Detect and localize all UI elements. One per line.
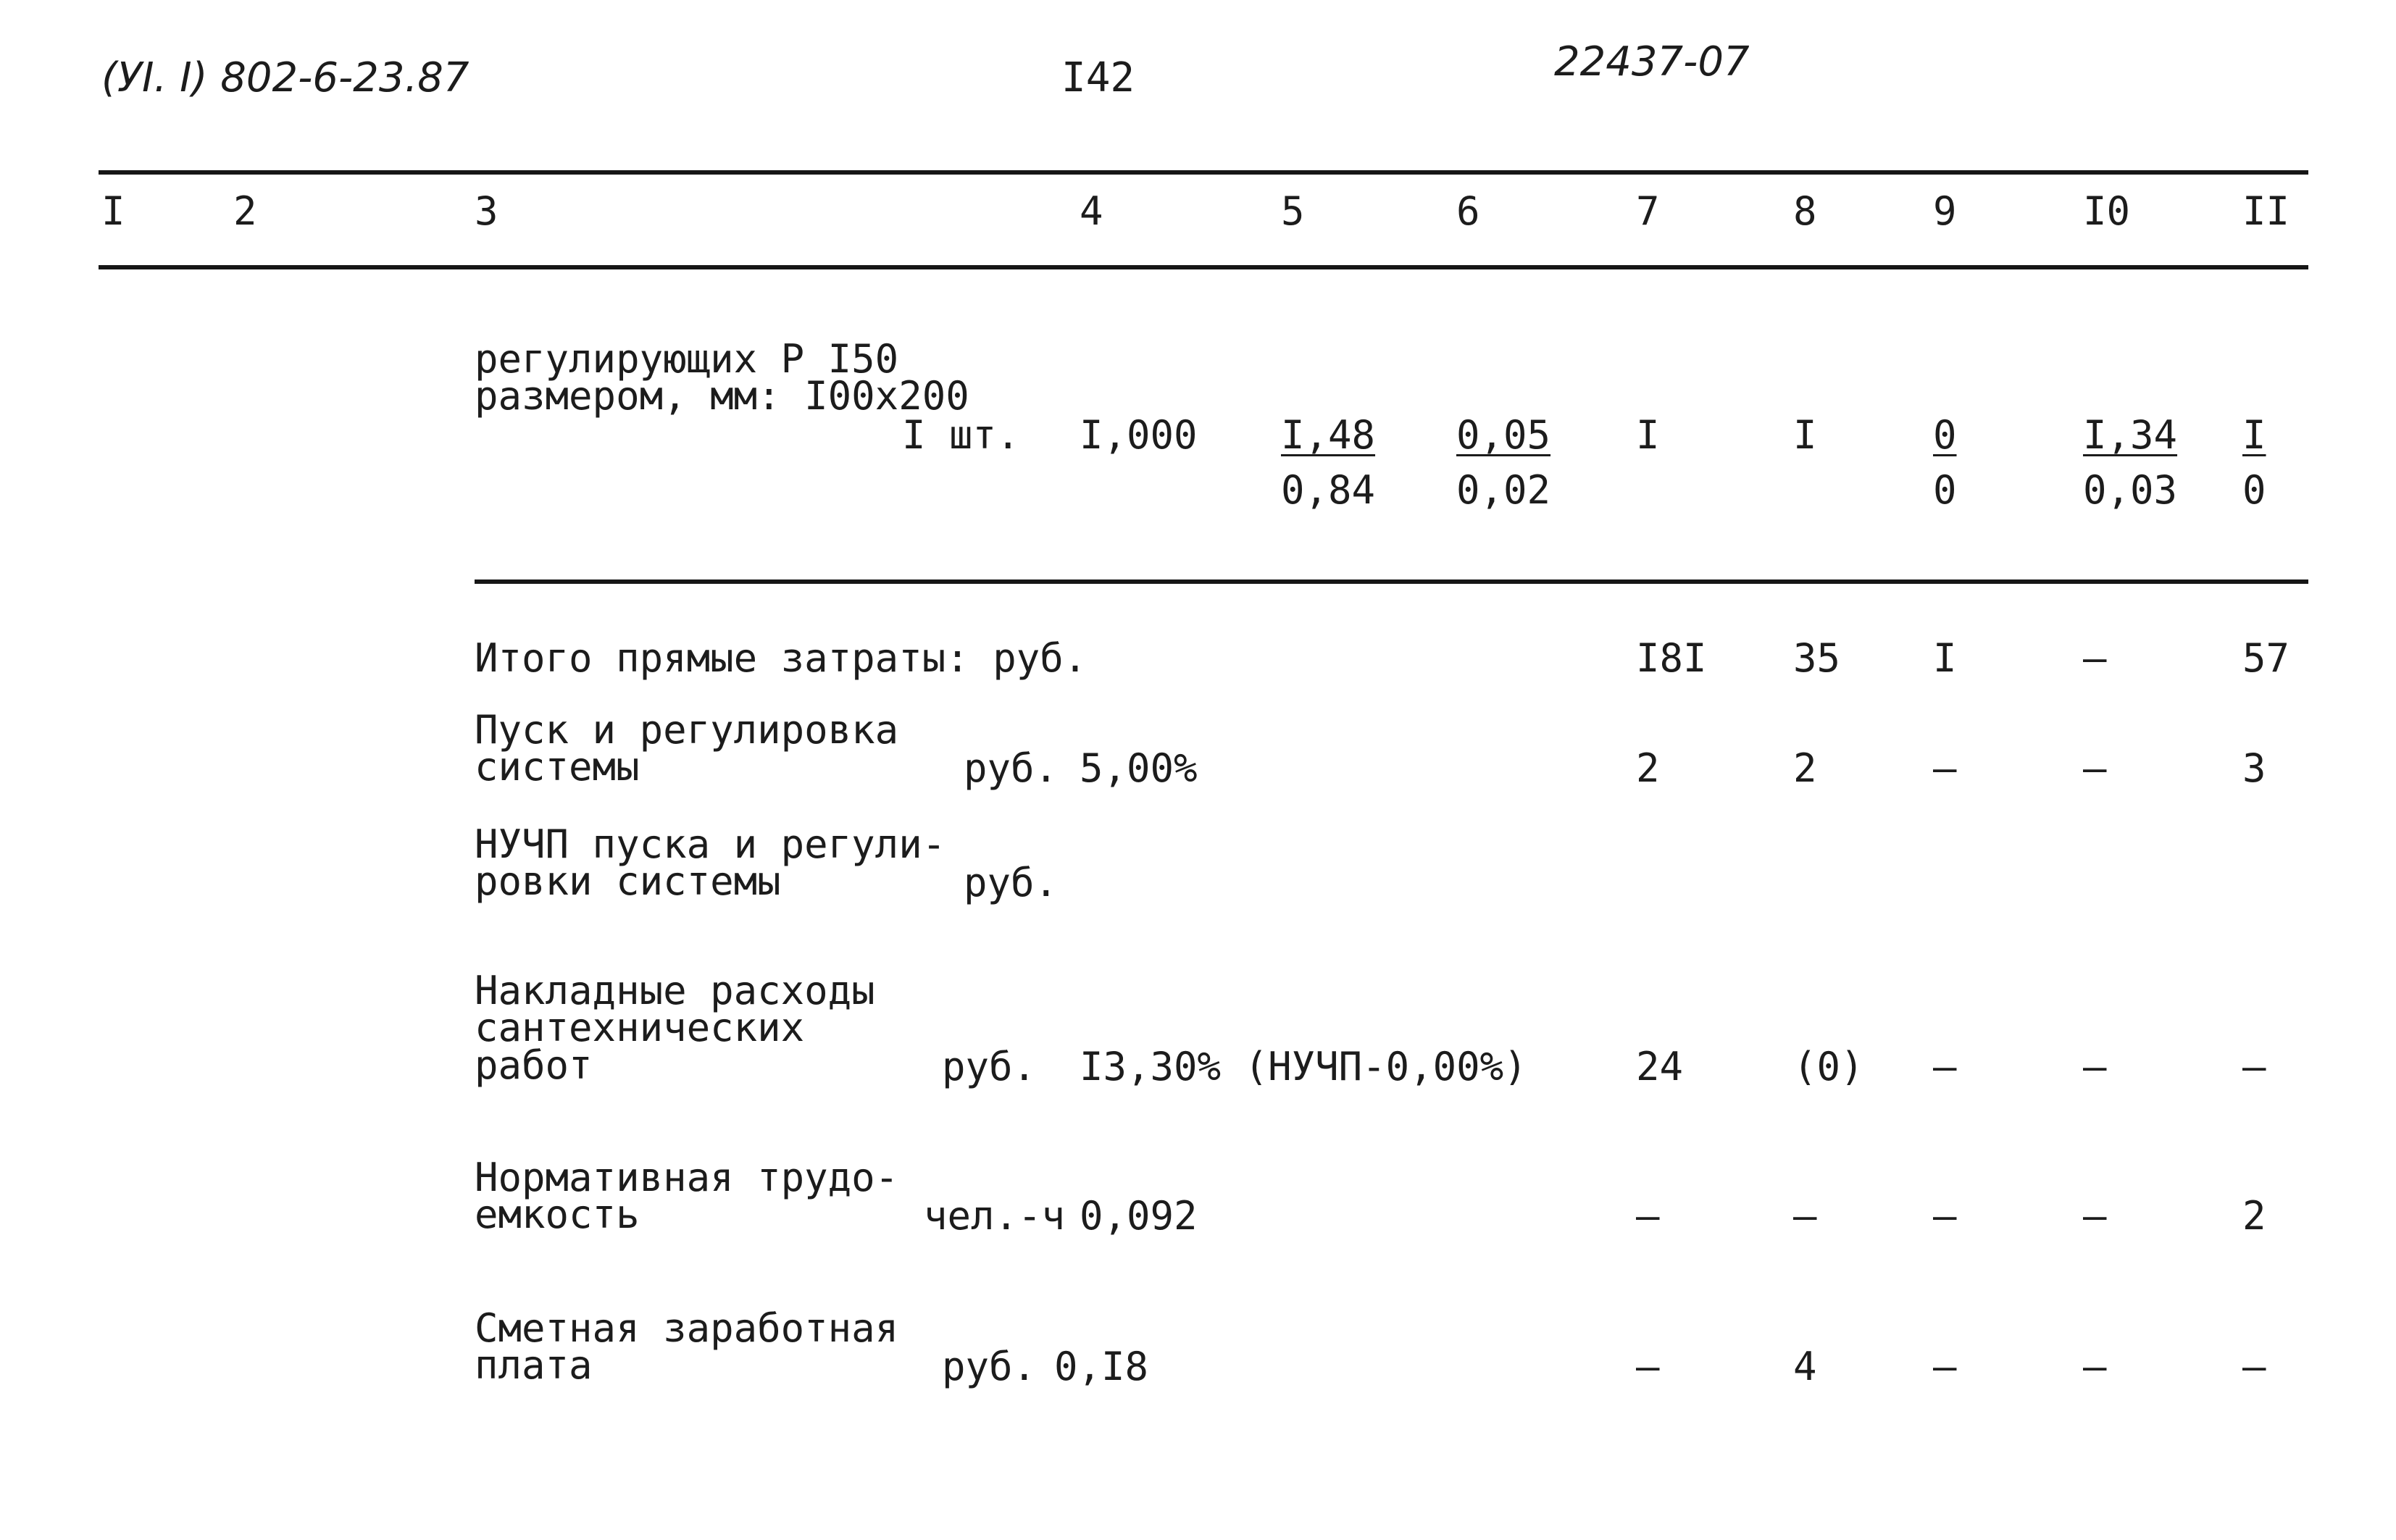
row-label-line: плата bbox=[475, 1342, 593, 1389]
cell-col11: – bbox=[2242, 1344, 2266, 1389]
cell-col7: I bbox=[1636, 412, 1660, 458]
column-number: 9 bbox=[1933, 188, 1957, 234]
cell-col11: – bbox=[2242, 1044, 2266, 1089]
cell-col9: – bbox=[1933, 745, 1957, 791]
row-label-line: Нормативная трудо- bbox=[475, 1155, 899, 1200]
cell-col8: (0) bbox=[1793, 1044, 1864, 1089]
cell-col10-top: I,34 bbox=[2083, 412, 2178, 458]
cell-col11-top: I bbox=[2242, 412, 2266, 458]
column-number: 3 bbox=[475, 188, 498, 234]
row-label-line: Сметная заработная bbox=[475, 1305, 899, 1351]
cell-col9-bottom: 0 bbox=[1933, 467, 1957, 513]
item-name-line: регулирующих Р I50 bbox=[475, 336, 899, 382]
row-label bbox=[475, 1155, 899, 1238]
order-number: 22437-07 bbox=[1554, 38, 1750, 85]
cell-col7: – bbox=[1636, 1193, 1660, 1239]
column-number: 5 bbox=[1281, 188, 1305, 234]
cell-col11: 2 bbox=[2242, 1193, 2266, 1239]
row-label-line: системы bbox=[475, 744, 640, 790]
item-separator-rule bbox=[475, 579, 2308, 584]
column-number: I bbox=[101, 188, 125, 234]
cell-col11: 3 bbox=[2242, 745, 2266, 791]
cell-col8: 4 bbox=[1793, 1344, 1817, 1389]
item-name bbox=[475, 336, 969, 419]
item-unit: I шт. bbox=[902, 412, 1020, 458]
item-name-line: размером, мм: I00х200 bbox=[475, 373, 969, 419]
row-rate: 0,I8 bbox=[1054, 1344, 1149, 1389]
row-unit: руб. bbox=[942, 1044, 1037, 1089]
column-number: II bbox=[2242, 188, 2290, 234]
cell-col10: – bbox=[2083, 1193, 2107, 1239]
cell-col6-bottom: 0,02 bbox=[1456, 467, 1551, 513]
row-label-line: Пуск и регулировка bbox=[475, 707, 899, 753]
cell-col7: 2 bbox=[1636, 745, 1660, 791]
cell-col7: – bbox=[1636, 1344, 1660, 1389]
row-label bbox=[475, 1305, 899, 1389]
column-number: 6 bbox=[1456, 188, 1480, 234]
column-number: 2 bbox=[233, 188, 257, 234]
cell-col8: – bbox=[1793, 1193, 1817, 1239]
cell-col11-bottom: 0 bbox=[2242, 467, 2266, 513]
row-label bbox=[475, 707, 899, 790]
cell-col10: – bbox=[2083, 1044, 2107, 1089]
document-code: (УI. I) 802-6-23.87 bbox=[101, 54, 469, 101]
row-rate: I3,30% (НУЧП-0,00%) bbox=[1080, 1044, 1527, 1089]
row-label-line: Накладные расходы bbox=[475, 968, 875, 1013]
cell-col5-top: I,48 bbox=[1281, 412, 1376, 458]
row-unit: руб. bbox=[942, 1344, 1037, 1389]
row-label-line: работ bbox=[475, 1042, 593, 1088]
table-top-rule bbox=[99, 170, 2308, 175]
row-unit: руб. bbox=[964, 860, 1059, 905]
cell-col9: – bbox=[1933, 1193, 1957, 1239]
row-unit: чел.-ч bbox=[924, 1193, 1066, 1239]
item-quantity: I,000 bbox=[1080, 412, 1198, 458]
row-label-line: емкость bbox=[475, 1192, 640, 1238]
page-number: I42 bbox=[1061, 54, 1135, 101]
cell-col7: 24 bbox=[1636, 1044, 1684, 1089]
row-label bbox=[475, 821, 946, 905]
cell-col8: 35 bbox=[1793, 635, 1841, 681]
column-number: I0 bbox=[2083, 188, 2131, 234]
column-number: 8 bbox=[1793, 188, 1817, 234]
header-bottom-rule bbox=[99, 265, 2308, 269]
cell-col8: I bbox=[1793, 412, 1817, 458]
row-label-line: НУЧП пуска и регули- bbox=[475, 821, 946, 867]
cell-col10: – bbox=[2083, 745, 2107, 791]
cell-col7: I8I bbox=[1636, 635, 1707, 681]
cell-col6-top: 0,05 bbox=[1456, 412, 1551, 458]
cell-col9: – bbox=[1933, 1044, 1957, 1089]
column-number: 7 bbox=[1636, 188, 1660, 234]
cell-col10-bottom: 0,03 bbox=[2083, 467, 2178, 513]
row-label-line: ровки системы bbox=[475, 858, 781, 905]
cell-col10: – bbox=[2083, 635, 2107, 681]
cell-col5-bottom: 0,84 bbox=[1281, 467, 1376, 513]
row-label-line: сантехнических bbox=[475, 1005, 805, 1051]
cell-col8: 2 bbox=[1793, 745, 1817, 791]
row-label: Итого прямые затраты: руб. bbox=[475, 635, 1088, 681]
row-label bbox=[475, 968, 875, 1088]
column-number: 4 bbox=[1080, 188, 1103, 234]
cell-col9: – bbox=[1933, 1344, 1957, 1389]
row-rate: 5,00% bbox=[1080, 745, 1198, 791]
row-unit: руб. bbox=[964, 745, 1059, 791]
cell-col9: I bbox=[1933, 635, 1957, 681]
row-rate: 0,092 bbox=[1080, 1193, 1198, 1239]
cell-col9-top: 0 bbox=[1933, 412, 1957, 458]
cell-col11: 57 bbox=[2242, 635, 2290, 681]
cell-col10: – bbox=[2083, 1344, 2107, 1389]
